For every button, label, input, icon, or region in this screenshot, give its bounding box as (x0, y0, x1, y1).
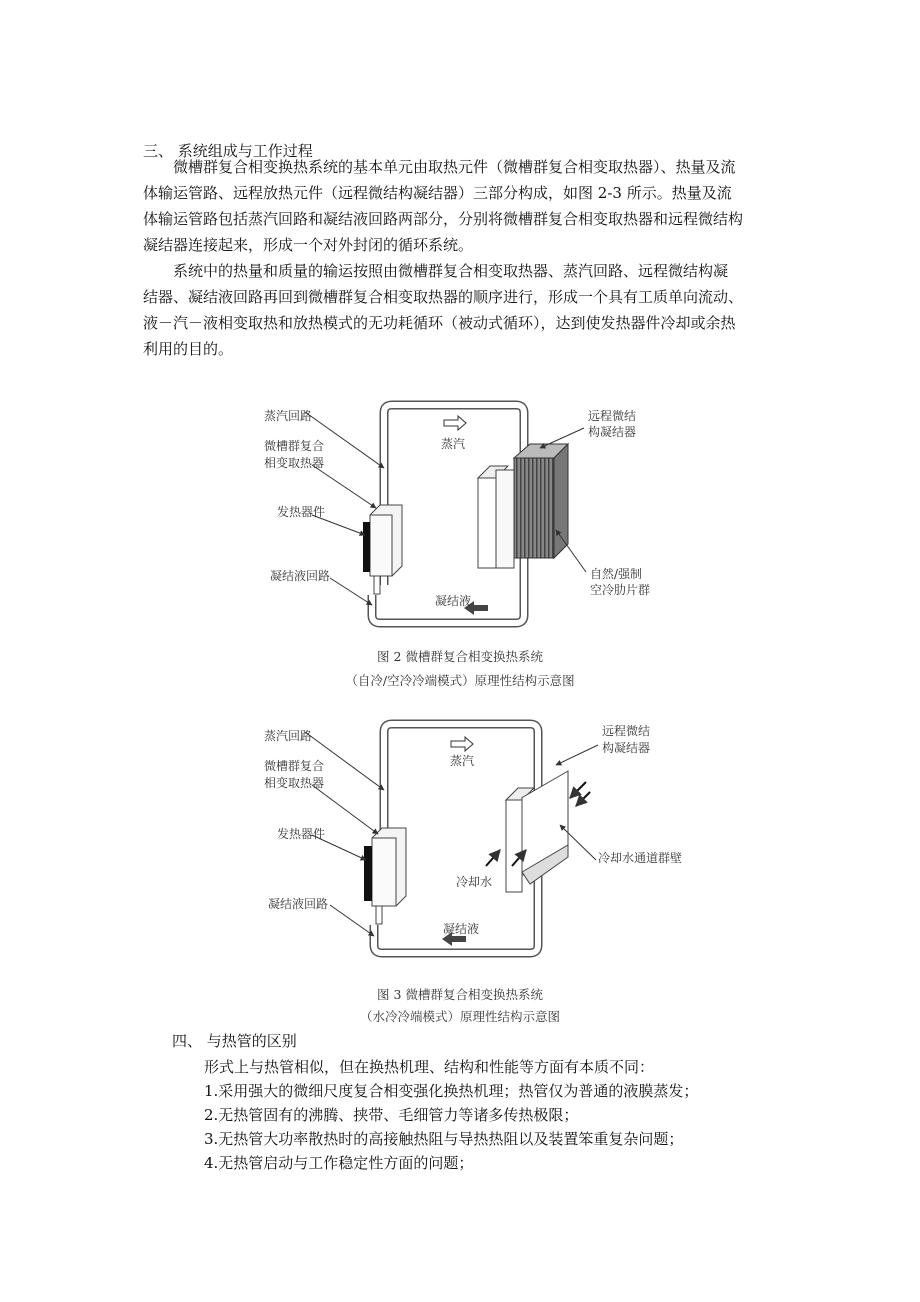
fig2-label-fins-1: 自然/强制 (590, 567, 643, 581)
fig2-vapor-arrow-icon (444, 416, 466, 430)
para1-line-4: 凝结器连接起来，形成一个对外封闭的循环系统。 (143, 236, 474, 254)
section3-heading: 三、 系统组成与工作过程 (143, 142, 313, 160)
fig3-vapor-arrow-icon (451, 737, 473, 751)
para1-line-2: 体输运管路、远程放热元件（远程微结构凝结器）三部分构成，如图 2-3 所示。热量及流 (143, 184, 732, 202)
para2-line-2: 结器、凝结液回路再回到微槽群复合相变取热器的顺序进行，形成一个具有工质单向流动、 (143, 288, 744, 306)
fig3-label-evaporator-2: 相变取热器 (264, 776, 325, 790)
fig2-label-vapor: 蒸汽 (441, 437, 466, 451)
fig3-label-vapor-loop: 蒸汽回路 (264, 729, 313, 743)
fig2-caption-subtitle: （自冷/空冷冷端模式）原理性结构示意图 (345, 673, 575, 688)
fig2-caption-title: 图 2 微槽群复合相变换热系统 (377, 649, 543, 664)
fig3-label-evaporator-1: 微槽群复合 (264, 759, 325, 773)
fig2-heater-block (363, 522, 370, 572)
section4-intro: 形式上与热管相似，但在换热机理、结构和性能等方面有本质不同： (204, 1058, 655, 1076)
fig3-condenser (506, 771, 568, 892)
section4-item-3: 3.无热管大功率散热时的高接触热阻与导热热阻以及装置笨重复杂问题； (204, 1130, 684, 1148)
section4-heading: 四、 与热管的区别 (172, 1032, 297, 1050)
para2-line-1: 系统中的热量和质量的输运按照由微槽群复合相变取热器、蒸汽回路、远程微结构凝 (173, 262, 729, 280)
fig2-label-heater: 发热器件 (277, 505, 326, 519)
fig3-caption-title: 图 3 微槽群复合相变换热系统 (377, 987, 543, 1002)
para2-line-4: 利用的目的。 (143, 340, 234, 358)
section4-item-1: 1.采用强大的微细尺度复合相变强化换热机理；热管仅为普通的液膜蒸发； (204, 1082, 699, 1100)
fig3-label-vapor: 蒸汽 (450, 754, 475, 768)
fig2-label-fins-2: 空冷肋片群 (590, 583, 651, 597)
fig3-label-cooling-water: 冷却水 (456, 875, 493, 889)
fig3-label-condenser-2: 构凝结器 (602, 741, 651, 755)
section4-item-4: 4.无热管启动与工作稳定性方面的问题； (204, 1154, 474, 1172)
fig3-label-condensate-loop: 凝结液回路 (268, 897, 329, 911)
para2-line-3: 液－汽－液相变取热和放热模式的无功耗循环（被动式循环），达到使发热器件冷却或余热 (143, 314, 736, 332)
fig3-caption-subtitle: （水冷冷端模式）原理性结构示意图 (359, 1009, 560, 1024)
fig2-label-evaporator-1: 微槽群复合 (264, 439, 325, 453)
fig3-label-condensate: 凝结液 (443, 922, 480, 936)
fig2-label-condensate-loop: 凝结液回路 (270, 569, 331, 583)
para1-line-3: 体输运管路包括蒸汽回路和凝结液回路两部分，分别将微槽群复合相变取热器和远程微结构 (143, 210, 744, 228)
fig3-label-heater: 发热器件 (277, 827, 326, 841)
fig2-label-condenser-1: 远程微结 (588, 409, 637, 423)
fig2-label-evaporator-2: 相变取热器 (264, 456, 325, 470)
fig3-label-channel-wall: 冷却水通道群壁 (598, 851, 683, 865)
fig2-condenser (478, 444, 568, 568)
fig2-label-condenser-2: 构凝结器 (588, 425, 637, 439)
fig2-label-condensate: 凝结液 (435, 594, 472, 608)
fig3-water-arrow-icon-2 (576, 792, 590, 806)
section4-item-2: 2.无热管固有的沸腾、挟带、毛细管力等诸多传热极限； (204, 1106, 579, 1124)
fig3-label-condenser-1: 远程微结 (602, 724, 651, 738)
fig3-evaporator (364, 828, 406, 924)
fig3-water-arrow-icon-1 (570, 782, 586, 798)
fig3-heater-block (364, 846, 372, 901)
fig2-label-vapor-loop: 蒸汽回路 (264, 409, 313, 423)
fig3-water-arrow-icon-3 (486, 850, 500, 866)
para1-line-1: 微槽群复合相变换热系统的基本单元由取热元件（微槽群复合相变取热器）、热量及流 (173, 158, 736, 176)
